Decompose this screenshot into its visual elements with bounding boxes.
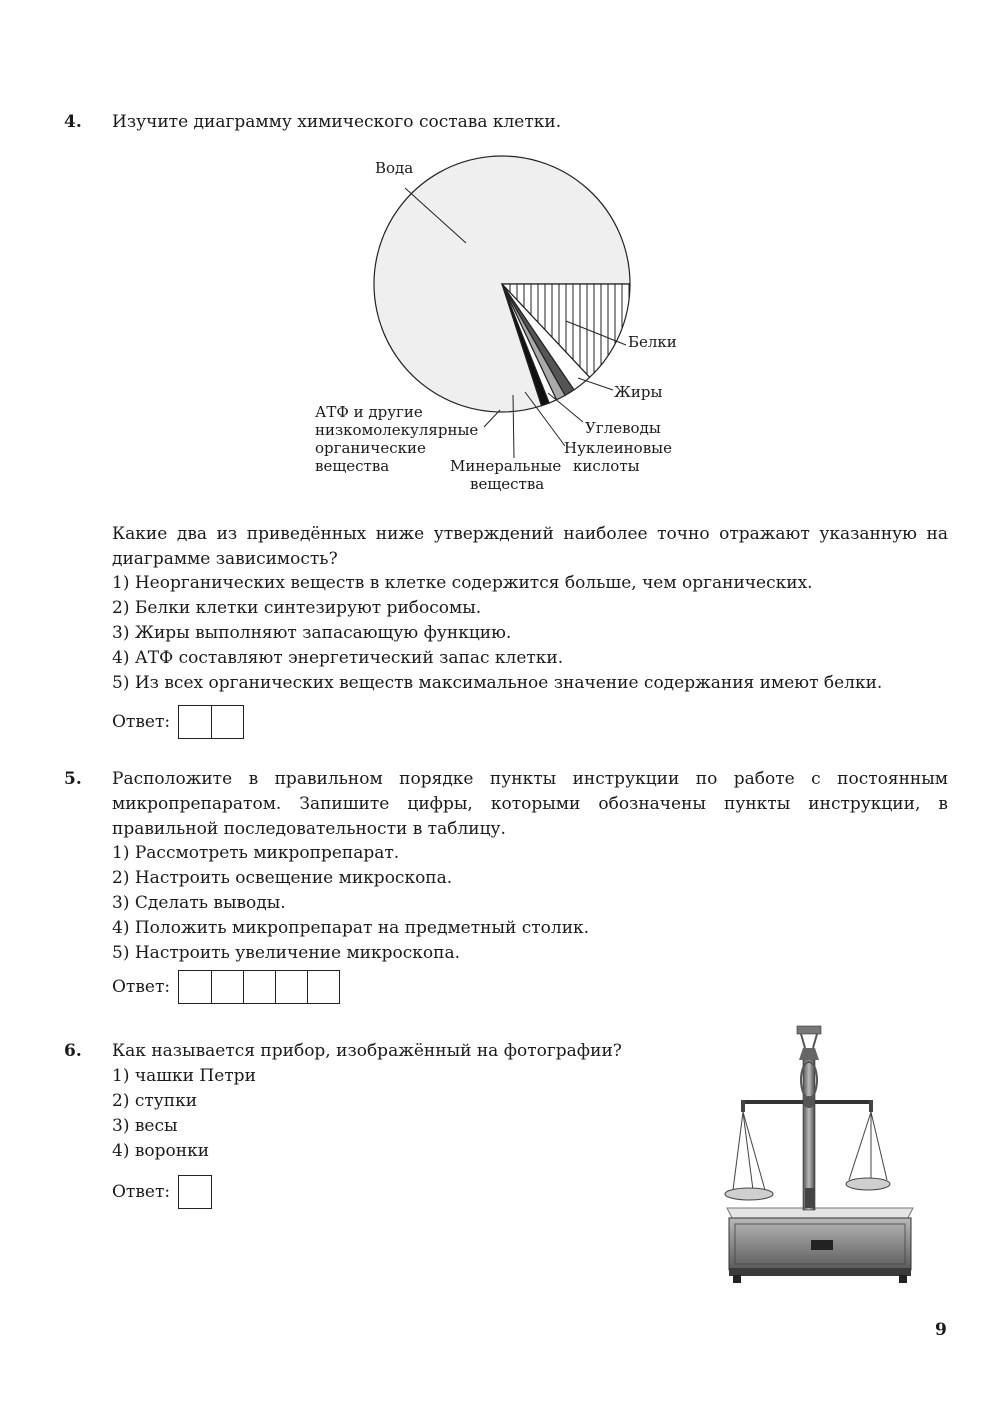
option-5: 5) Настроить увеличение микроскопа. <box>112 943 460 963</box>
question-5-number: 5. <box>64 769 82 789</box>
option-4: 4) АТФ составляют энергетический запас клетки. <box>112 648 564 668</box>
answer-box[interactable] <box>275 971 307 1003</box>
label-water: Вода <box>375 159 414 177</box>
question-4-prompt: Изучите диаграмму химического состава клетки. <box>112 112 562 132</box>
fats-leader-line <box>578 378 613 390</box>
option-5: 5) Из всех органических веществ максимальное значение содержания имеют белки. <box>112 673 883 693</box>
label-nucleic-1: Нуклеиновые <box>564 439 672 457</box>
atp-leader-line <box>484 410 500 427</box>
answer-box[interactable] <box>211 971 243 1003</box>
option-2: 2) ступки <box>112 1091 198 1111</box>
label-atp-4: вещества <box>315 457 390 475</box>
label-atp-2: низкомолекулярные <box>315 421 479 439</box>
question-5-prompt: Расположите в правильном порядке пункты инструкции по работе с постоянным микропрепаратом. Запишите цифры, которыми обозначены пункты инструкции, в правильной последовательности в таблицу. <box>112 769 948 839</box>
question-4-number: 4. <box>64 112 82 132</box>
answer-label: Ответ: <box>112 977 171 997</box>
answer-box[interactable] <box>179 1176 211 1208</box>
option-2: 2) Белки клетки синтезируют рибосомы. <box>112 598 482 618</box>
balance-scale-photo <box>715 1020 925 1290</box>
label-carbs: Углеводы <box>585 419 661 437</box>
answer-box[interactable] <box>211 706 243 738</box>
label-minerals-1: Минеральные <box>450 457 562 475</box>
question-4-answer <box>112 705 244 739</box>
cell-composition-pie-chart <box>300 150 700 500</box>
option-3: 3) Сделать выводы. <box>112 893 286 913</box>
question-5-answer <box>112 970 340 1004</box>
question-5-options <box>112 841 948 966</box>
answer-box[interactable] <box>243 971 275 1003</box>
question-6-number: 6. <box>64 1041 82 1061</box>
option-1: 1) Рассмотреть микропрепарат. <box>112 843 400 863</box>
option-4: 4) Положить микропрепарат на предметный столик. <box>112 918 590 938</box>
label-atp-3: органические <box>315 439 426 457</box>
question-6-answer <box>112 1175 212 1209</box>
question-6-options <box>112 1064 256 1164</box>
option-1: 1) Неорганических веществ в клетке содержится больше, чем органических. <box>112 573 813 593</box>
option-3: 3) Жиры выполняют запасающую функцию. <box>112 623 512 643</box>
option-3: 3) весы <box>112 1116 178 1136</box>
answer-box[interactable] <box>179 971 211 1003</box>
label-proteins: Белки <box>628 333 677 351</box>
answer-label: Ответ: <box>112 1182 171 1202</box>
label-fats: Жиры <box>614 383 663 401</box>
option-1: 1) чашки Петри <box>112 1066 256 1086</box>
answer-label: Ответ: <box>112 712 171 732</box>
answer-boxes[interactable] <box>178 970 340 1004</box>
answer-box[interactable] <box>179 706 211 738</box>
label-nucleic-2: кислоты <box>573 457 640 475</box>
option-4: 4) воронки <box>112 1141 210 1161</box>
carbs-leader-line <box>548 393 583 422</box>
answer-boxes[interactable] <box>178 705 244 739</box>
question-4-text: Какие два из приведённых ниже утверждений наиболее точно отражают указанную на диаграмме зависимость? <box>112 524 948 569</box>
answer-boxes[interactable] <box>178 1175 212 1209</box>
option-2: 2) Настроить освещение микроскопа. <box>112 868 453 888</box>
label-minerals-2: вещества <box>470 475 545 493</box>
answer-box[interactable] <box>307 971 339 1003</box>
question-4-options <box>112 571 948 696</box>
page-number: 9 <box>935 1320 947 1340</box>
label-atp-1: АТФ и другие <box>315 403 423 421</box>
question-6-prompt: Как называется прибор, изображённый на фотографии? <box>112 1041 622 1061</box>
